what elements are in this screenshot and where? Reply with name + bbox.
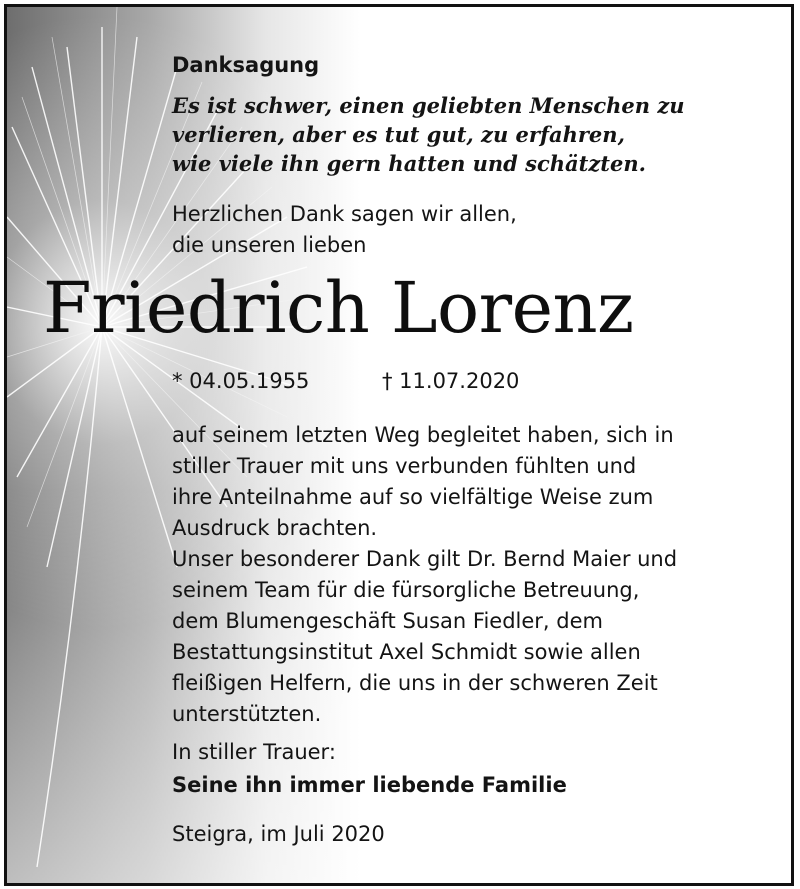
body-line: fleißigen Helfern, die uns in der schweren Zeit: [172, 671, 658, 695]
body-line: Unser besonderer Dank gilt Dr. Bernd Maier und: [172, 547, 678, 571]
closing-lead: In stiller Trauer:: [172, 740, 336, 764]
body-line: stiller Trauer mit uns verbunden fühlten und: [172, 454, 637, 478]
body-line: Ausdruck brachten.: [172, 516, 378, 540]
body-line: unterstützten.: [172, 702, 322, 726]
birth-date: * 04.05.1955: [172, 369, 310, 393]
intro-line: Herzlichen Dank sagen wir allen,: [172, 202, 517, 226]
death-date: † 11.07.2020: [382, 369, 520, 393]
quote-line: verlieren, aber es tut gut, zu erfahren,: [172, 122, 625, 147]
body-line: dem Blumengeschäft Susan Fiedler, dem: [172, 609, 603, 633]
intro-line: die unseren lieben: [172, 233, 367, 257]
family-signature: Seine ihn immer liebende Familie: [172, 773, 567, 797]
body-line: ihre Anteilnahme auf so vielfältige Weise zum: [172, 485, 654, 509]
body-line: seinem Team für die fürsorgliche Betreuung,: [172, 578, 640, 602]
body-line: Bestattungsinstitut Axel Schmidt sowie allen: [172, 640, 641, 664]
quote-line: wie viele ihn gern hatten und schätzten.: [172, 151, 646, 176]
place-date: Steigra, im Juli 2020: [172, 822, 385, 846]
body-line: auf seinem letzten Weg begleitet haben, sich in: [172, 423, 674, 447]
quote-line: Es ist schwer, einen geliebten Menschen zu: [172, 93, 685, 118]
deceased-name: Friedrich Lorenz: [43, 267, 634, 349]
heading-title: Danksagung: [172, 53, 320, 77]
obituary-notice: [4, 4, 794, 886]
